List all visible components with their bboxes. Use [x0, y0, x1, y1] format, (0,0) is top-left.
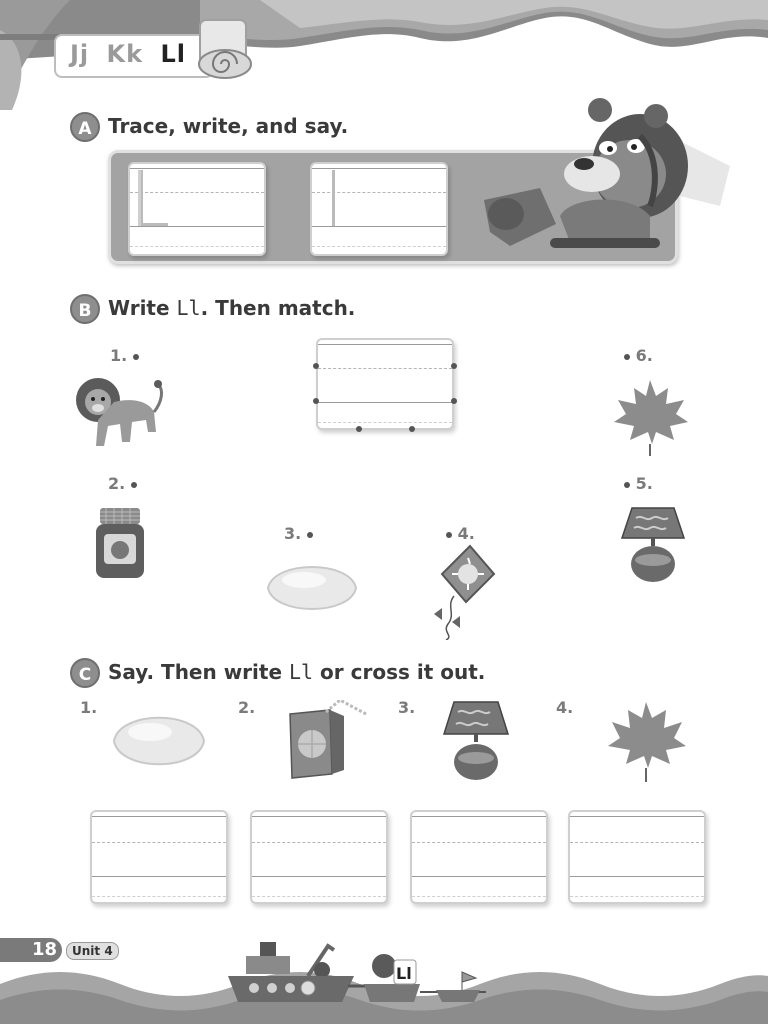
header-letter-jj: Jj	[70, 40, 90, 68]
write-box[interactable]	[310, 162, 448, 256]
answer-box-2[interactable]	[250, 810, 388, 904]
match-item-1-label: 1.	[110, 346, 128, 365]
match-item-2-number	[108, 474, 137, 493]
match-item-3-dot[interactable]	[307, 532, 313, 538]
section-a-title: Trace, write, and say.	[108, 114, 349, 138]
juice-box-icon	[286, 700, 368, 780]
header-letter-kk: Kk	[106, 40, 144, 68]
match-item-6-dot[interactable]	[624, 354, 630, 360]
match-item-1-number	[110, 346, 139, 365]
lemon-icon	[264, 554, 360, 622]
lion-mascot-icon	[480, 96, 730, 260]
lamp-icon	[618, 504, 688, 584]
match-item-5-dot[interactable]	[624, 482, 630, 488]
match-dot-bottom-left[interactable]	[356, 426, 362, 432]
match-dot-bottom-right[interactable]	[409, 426, 415, 432]
section-c-title-letters: Ll	[288, 660, 314, 684]
match-write-box[interactable]	[316, 338, 454, 430]
match-dot-right-mid[interactable]	[451, 398, 457, 404]
match-item-4-label: 4.	[457, 524, 475, 543]
section-b-badge: B	[70, 294, 100, 324]
section-b-title-pre: Write	[108, 296, 177, 320]
say-item-3-number: 3.	[398, 698, 416, 717]
train-letter-label: Ll	[396, 964, 412, 983]
say-item-1-number: 1.	[80, 698, 98, 717]
page-number: 18	[32, 939, 58, 960]
section-c-title	[108, 660, 485, 684]
write-letter-guide	[332, 170, 335, 226]
match-item-5-label: 5.	[635, 474, 653, 493]
section-c-badge: C	[70, 658, 100, 688]
match-item-5-number	[624, 474, 653, 493]
section-b-title	[108, 296, 355, 320]
match-item-3-label: 3.	[284, 524, 302, 543]
section-b-title-post: . Then match.	[200, 296, 356, 320]
match-item-2-dot[interactable]	[131, 482, 137, 488]
answer-box-3[interactable]	[410, 810, 548, 904]
match-dot-left-top[interactable]	[313, 363, 319, 369]
trace-letter-L-guide	[140, 170, 168, 226]
section-a-badge: A	[70, 112, 100, 142]
answer-box-4[interactable]	[568, 810, 706, 904]
say-item-2-number: 2.	[238, 698, 256, 717]
match-item-3-number	[284, 524, 313, 543]
match-item-6-label: 6.	[635, 346, 653, 365]
section-b-title-letters: Ll	[176, 296, 201, 320]
trace-box[interactable]	[128, 162, 266, 256]
match-dot-left-mid[interactable]	[313, 398, 319, 404]
match-dot-right-top[interactable]	[451, 363, 457, 369]
match-item-2-label: 2.	[108, 474, 126, 493]
section-c-title-pre: Say. Then write	[108, 660, 289, 684]
section-c-title-post: or cross it out.	[313, 660, 486, 684]
kite-icon	[426, 544, 496, 640]
jam-jar-icon	[94, 508, 146, 580]
header-letter-ll: Ll	[160, 40, 186, 68]
say-item-4-number: 4.	[556, 698, 574, 717]
match-item-4-dot[interactable]	[446, 532, 452, 538]
lemon-icon	[110, 704, 208, 778]
trace-letter-l-guide	[138, 170, 141, 226]
match-item-6-number	[624, 346, 653, 365]
boat-train-icon	[224, 936, 494, 1016]
leaf-icon	[610, 378, 690, 456]
match-item-4-number	[446, 524, 475, 543]
answer-box-1[interactable]	[90, 810, 228, 904]
header-title	[70, 40, 186, 68]
leaf-icon	[604, 700, 688, 782]
scroll-roll-icon	[192, 18, 258, 82]
unit-label: Unit 4	[66, 942, 119, 960]
lamp-icon	[440, 698, 512, 782]
lion-icon	[74, 372, 170, 452]
match-item-1-dot[interactable]	[133, 354, 139, 360]
